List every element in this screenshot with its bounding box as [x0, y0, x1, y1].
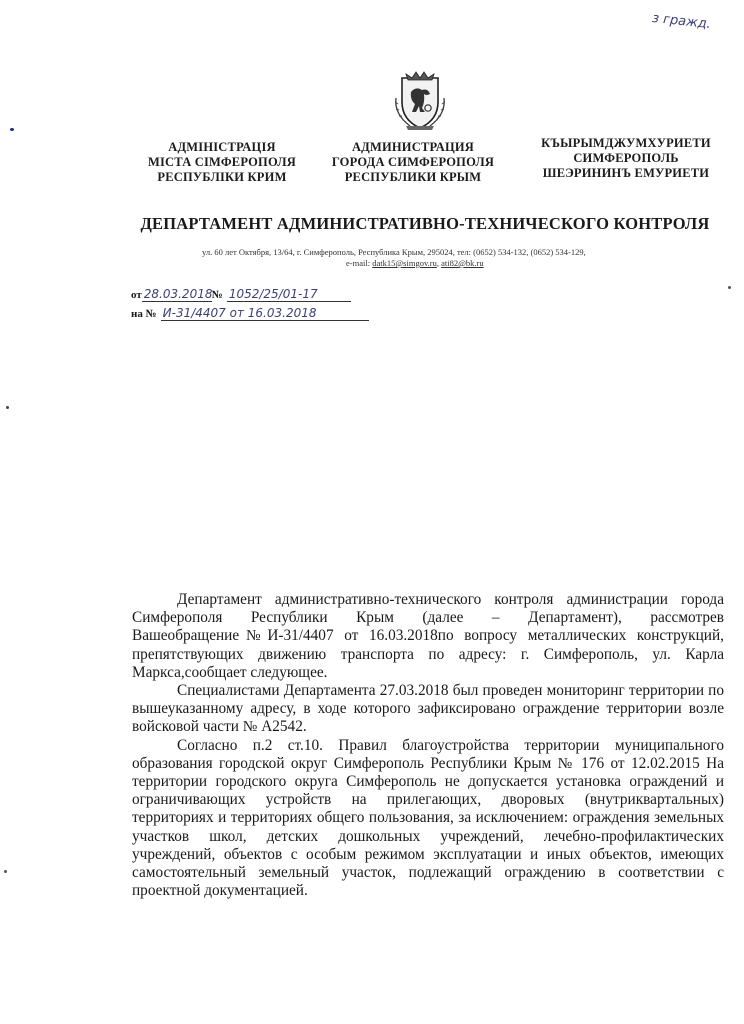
email-prefix: e-mail: — [346, 258, 373, 268]
body-paragraph: Департамент административно-технического контроля администрации города Симферополя Республики Крым (далее – Департамент), рассмотрев Вашеобращение№И-31/4407 от 16.03.2018по вопросу металлических конструкций, препятствующих движению транспорта по адресу: г. Симферополь, ул. Карла Маркса,сообщает следующее. — [132, 591, 724, 681]
coat-of-arms-emblem — [392, 68, 448, 132]
department-title: ДЕПАРТАМЕНТ АДМИНИСТРАТИВНО-ТЕХНИЧЕСКОГО КОНТРОЛЯ — [140, 214, 710, 233]
handwritten-date: 28.03.2018 — [143, 287, 213, 301]
email-separator: , — [436, 258, 442, 268]
from-label: от — [131, 289, 142, 301]
on-number-label: на № — [131, 308, 157, 320]
header-ukrainian — [136, 140, 308, 185]
email-link-datk[interactable]: datk15@simgov.ru — [372, 258, 437, 268]
scan-speck — [4, 870, 7, 873]
header-rus-line: АДМИНИСТРАЦИЯ — [351, 140, 475, 154]
scan-speck — [728, 286, 731, 289]
email-link-ati[interactable]: ati82@bk.ru — [441, 258, 484, 268]
email-line — [346, 258, 484, 268]
address-line: ул. 60 лет Октября, 13/64, г. Симферополь, Республика Крым, 295024, тел: (0652) 534-132, (0652) 534-129, — [202, 247, 586, 257]
header-rus-line: РЕСПУБЛИКИ КРЫМ — [344, 170, 482, 184]
header-ukr-line: АДМІНІСТРАЦІЯ — [168, 140, 276, 154]
body-paragraph: Специалистами Департамента 27.03.2018 был проведен мониторинг территории по вышеуказанному адресу, в ходе которого зафиксировано ограждение территории возле войсковой части № А2542. — [132, 682, 724, 736]
letter-body — [132, 591, 724, 900]
header-crh-line: КЪЫРЫМДЖУМХУРИЕТИ — [541, 136, 711, 150]
handwritten-number: 1052/25/01-17 — [227, 288, 351, 302]
body-paragraph: Согласно п.2 ст.10. Правил благоустройства территории муниципального образования городской округ Симферополь Республики Крым № 176 от 12.02.2015 На территории городского округа Симферополь не допускается установка ограждений и ограничивающих устройств на прилегающих, дворовых (внутриквартальных) территориях и территориях общего пользования, за исключением: ограждения земельных участков школ, детских дошкольных учреждений, лечебно-профилактических учреждений, объектов с особым режимом эксплуатации и иных объектов, имеющих самостоятельный земельный участок, подлежащий ограждению в соответствии с проектной документацией. — [132, 736, 724, 900]
number-label: № — [211, 289, 223, 301]
scan-speck — [6, 406, 9, 409]
header-ukr-line: РЕСПУБЛІКИ КРИМ — [157, 170, 287, 184]
incoming-reference — [131, 307, 369, 321]
handwritten-incoming: И-31/4407 от 16.03.2018 — [161, 307, 369, 321]
header-crh-line: ШЕЭРИНИНЪ ЕМУРИЕТИ — [542, 166, 710, 180]
header-crh-line: СИМФЕРОПОЛЬ — [573, 151, 679, 165]
header-crimean-tatar — [524, 136, 728, 181]
header-rus-line: ГОРОДА СИМФЕРОПОЛЯ — [331, 155, 495, 169]
handwritten-note: з гражд. — [651, 10, 712, 33]
header-ukr-line: МІСТА СІМФЕРОПОЛЯ — [147, 155, 296, 169]
scan-speck — [10, 128, 14, 131]
outgoing-reference — [131, 288, 351, 302]
header-russian — [318, 140, 508, 185]
